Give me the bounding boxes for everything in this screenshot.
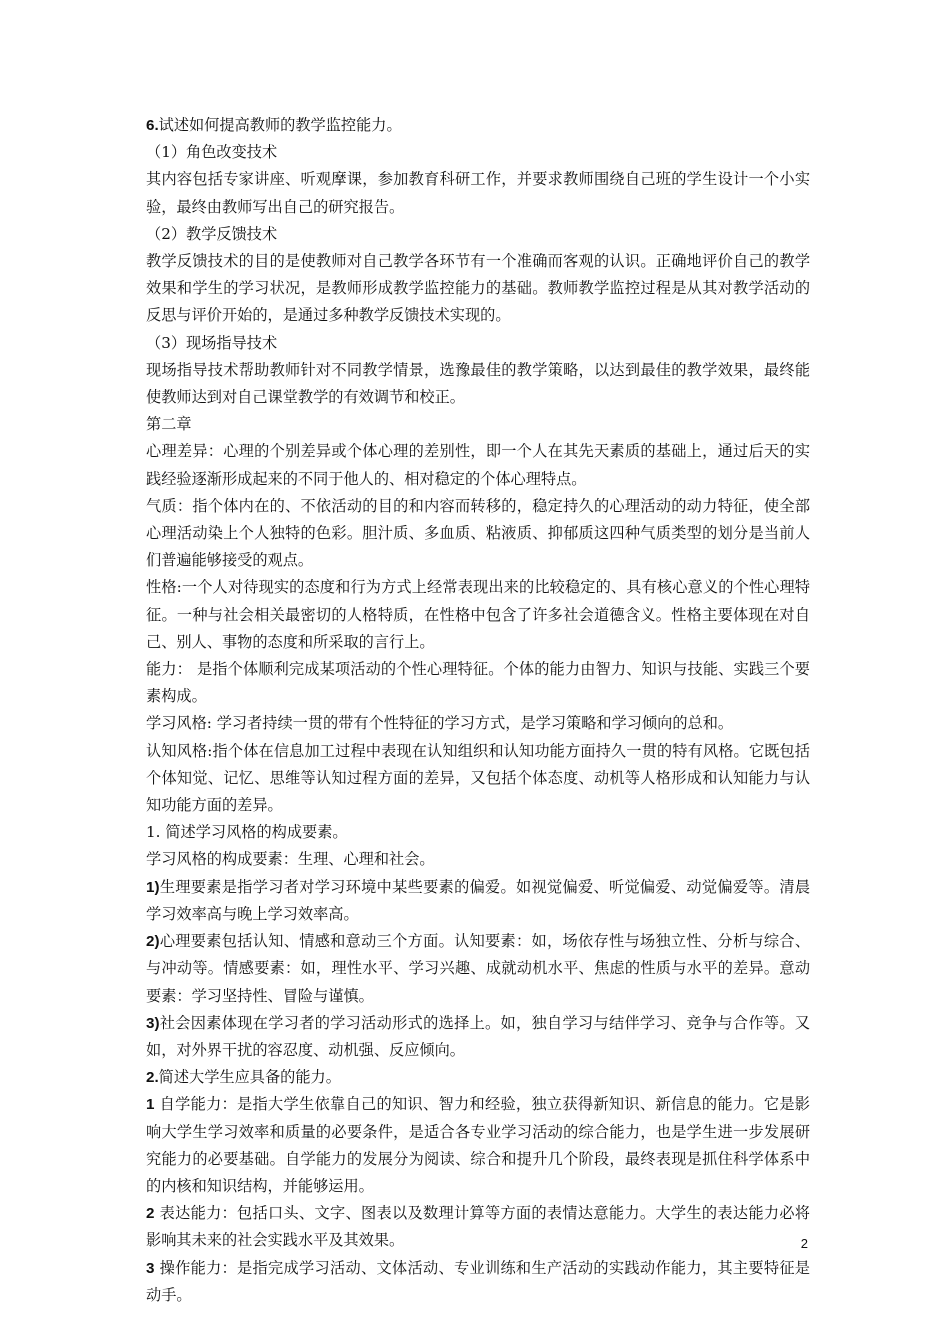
list-item (146, 1255, 810, 1309)
item-number: 3 (146, 1259, 155, 1277)
paragraph-text: 第二章 (146, 415, 192, 434)
paragraph-text: 社会因素体现在学习者的学习活动形式的选择上。如，独自学习与结伴学习、竞争与合作等。又如，对外界干扰的容忍度、动机强、反应倾向。 (146, 1013, 810, 1059)
paragraph-text: （2）教学反馈技术 (146, 224, 278, 243)
paragraph-text: 学习风格: 学习者持续一贯的带有个性特征的学习方式，是学习策略和学习倾向的总和。 (146, 714, 734, 733)
paragraph-text: 自学能力：是指大学生依靠自己的知识、智力和经验，独立获得新知识、新信息的能力。它是影响大学生学习效率和质量的必要条件，是适合各专业学习活动的综合能力，也是学生进一步发展研究能力的必要基础。自学能力的发展分为阅读、综合和提升几个阶段，最终表现是抓住科学体系中的内核和知识结构，并能够运用。 (146, 1095, 810, 1195)
paragraph-text: 简述大学生应具备的能力。 (158, 1068, 341, 1087)
paragraph-text: 能力： 是指个体顺利完成某项活动的个性心理特征。个体的能力由智力、知识与技能、实践三个要素构成。 (146, 660, 810, 706)
paragraph-text: 性格:一个人对待现实的态度和行为方式上经常表现出来的比较稳定的、具有核心意义的个性心理特征。一种与社会相关最密切的人格特质，在性格中包含了许多社会道德含义。性格主要体现在对自己、别人、事物的态度和所采取的言行上。 (146, 578, 810, 651)
paragraph (146, 166, 810, 220)
chapter-heading (146, 411, 810, 438)
item-number: 2 (146, 1205, 155, 1223)
paragraph-text: 试述如何提高教师的教学监控能力。 (158, 116, 402, 134)
definition-ability (146, 656, 810, 710)
subheading-feedback (146, 221, 810, 248)
question-1 (146, 819, 810, 846)
paragraph-text: 心理要素包括认知、情感和意动三个方面。认知要素：如，场依存性与场独立性、分析与综合、与冲动等。情感要素：如，理性水平、学习兴趣、成就动机水平、焦虑的性质与水平的差异。意动要素：学习坚持性、冒险与谨慎。 (146, 932, 810, 1005)
paragraph-text: 认知风格:指个体在信息加工过程中表现在认知组织和认知功能方面持久一贯的特有风格。它既包括个体知觉、记忆、思维等认知过程方面的差异，又包括个体态度、动机等人格形成和认知能力与认知功能方面的差异。 (146, 741, 810, 815)
question-number: 6. (146, 117, 159, 134)
item-number: 2) (146, 933, 160, 951)
document-page (146, 112, 810, 1309)
paragraph-text: 1. 简述学习风格的构成要素。 (146, 823, 348, 842)
question-number: 2. (146, 1069, 159, 1087)
paragraph (146, 248, 810, 330)
item-number: 1 (146, 1096, 155, 1114)
list-item (146, 1091, 810, 1200)
paragraph-text: （3）现场指导技术 (146, 333, 278, 352)
definition-psych-difference (146, 438, 810, 492)
subheading-onsite-guidance (146, 330, 810, 357)
list-item (146, 1200, 810, 1254)
paragraph-text: 其内容包括专家讲座、听观摩课，参加教育科研工作，并要求教师围绕自己班的学生设计一个小实验，最终由教师写出自己的研究报告。 (146, 170, 810, 216)
paragraph-text: 教学反馈技术的目的是使教师对自己教学各环节有一个准确而客观的认识。正确地评价自己的教学效果和学生的学习状况，是教师形成教学监控能力的基础。教师教学监控过程是从其对教学活动的反思与评价开始的，是通过多种教学反馈技术实现的。 (146, 252, 810, 325)
paragraph-text: 心理差异：心理的个别差异或个体心理的差别性，即一个人在其先天素质的基础上，通过后天的实践经验逐渐形成起来的不同于他人的、相对稳定的个体心理特点。 (146, 442, 810, 488)
paragraph-text: 操作能力：是指完成学习活动、文体活动、专业训练和生产活动的实践动作能力，其主要特征是动手。 (146, 1258, 810, 1304)
list-item (146, 874, 810, 928)
question-2 (146, 1064, 810, 1091)
paragraph-text: 学习风格的构成要素：生理、心理和社会。 (146, 850, 435, 869)
page-number: 2 (800, 1236, 808, 1251)
definition-learning-style (146, 710, 810, 737)
list-item (146, 1010, 810, 1064)
list-item (146, 928, 810, 1010)
item-number: 1) (146, 878, 160, 896)
paragraph-text: 现场指导技术帮助教师针对不同教学情景，选豫最佳的教学策略，以达到最佳的教学效果，最终能使教师达到对自己课堂教学的有效调节和校正。 (146, 360, 810, 407)
paragraph-text: 表达能力：包括口头、文字、图表以及数理计算等方面的表情达意能力。大学生的表达能力必将影响其未来的社会实践水平及其效果。 (146, 1204, 810, 1250)
definition-character (146, 574, 810, 656)
paragraph-text: 气质：指个体内在的、不依活动的目的和内容而转移的，稳定持久的心理活动的动力特征，使全部心理活动染上个人独特的色彩。胆汁质、多血质、粘液质、抑郁质这四种气质类型的划分是当前人们普遍能够接受的观点。 (146, 496, 810, 570)
paragraph (146, 357, 810, 411)
subheading-role-change (146, 139, 810, 166)
paragraph-text: 生理要素是指学习者对学习环境中某些要素的偏爱。如视觉偏爱、听觉偏爱、动觉偏爱等。清晨学习效率高与晚上学习效率高。 (146, 877, 810, 923)
heading-question-6 (146, 112, 810, 139)
definition-cognitive-style (146, 738, 810, 820)
definition-temperament (146, 493, 810, 575)
item-number: 3) (146, 1014, 160, 1032)
paragraph (146, 846, 810, 873)
paragraph-text: （1）角色改变技术 (146, 143, 278, 162)
